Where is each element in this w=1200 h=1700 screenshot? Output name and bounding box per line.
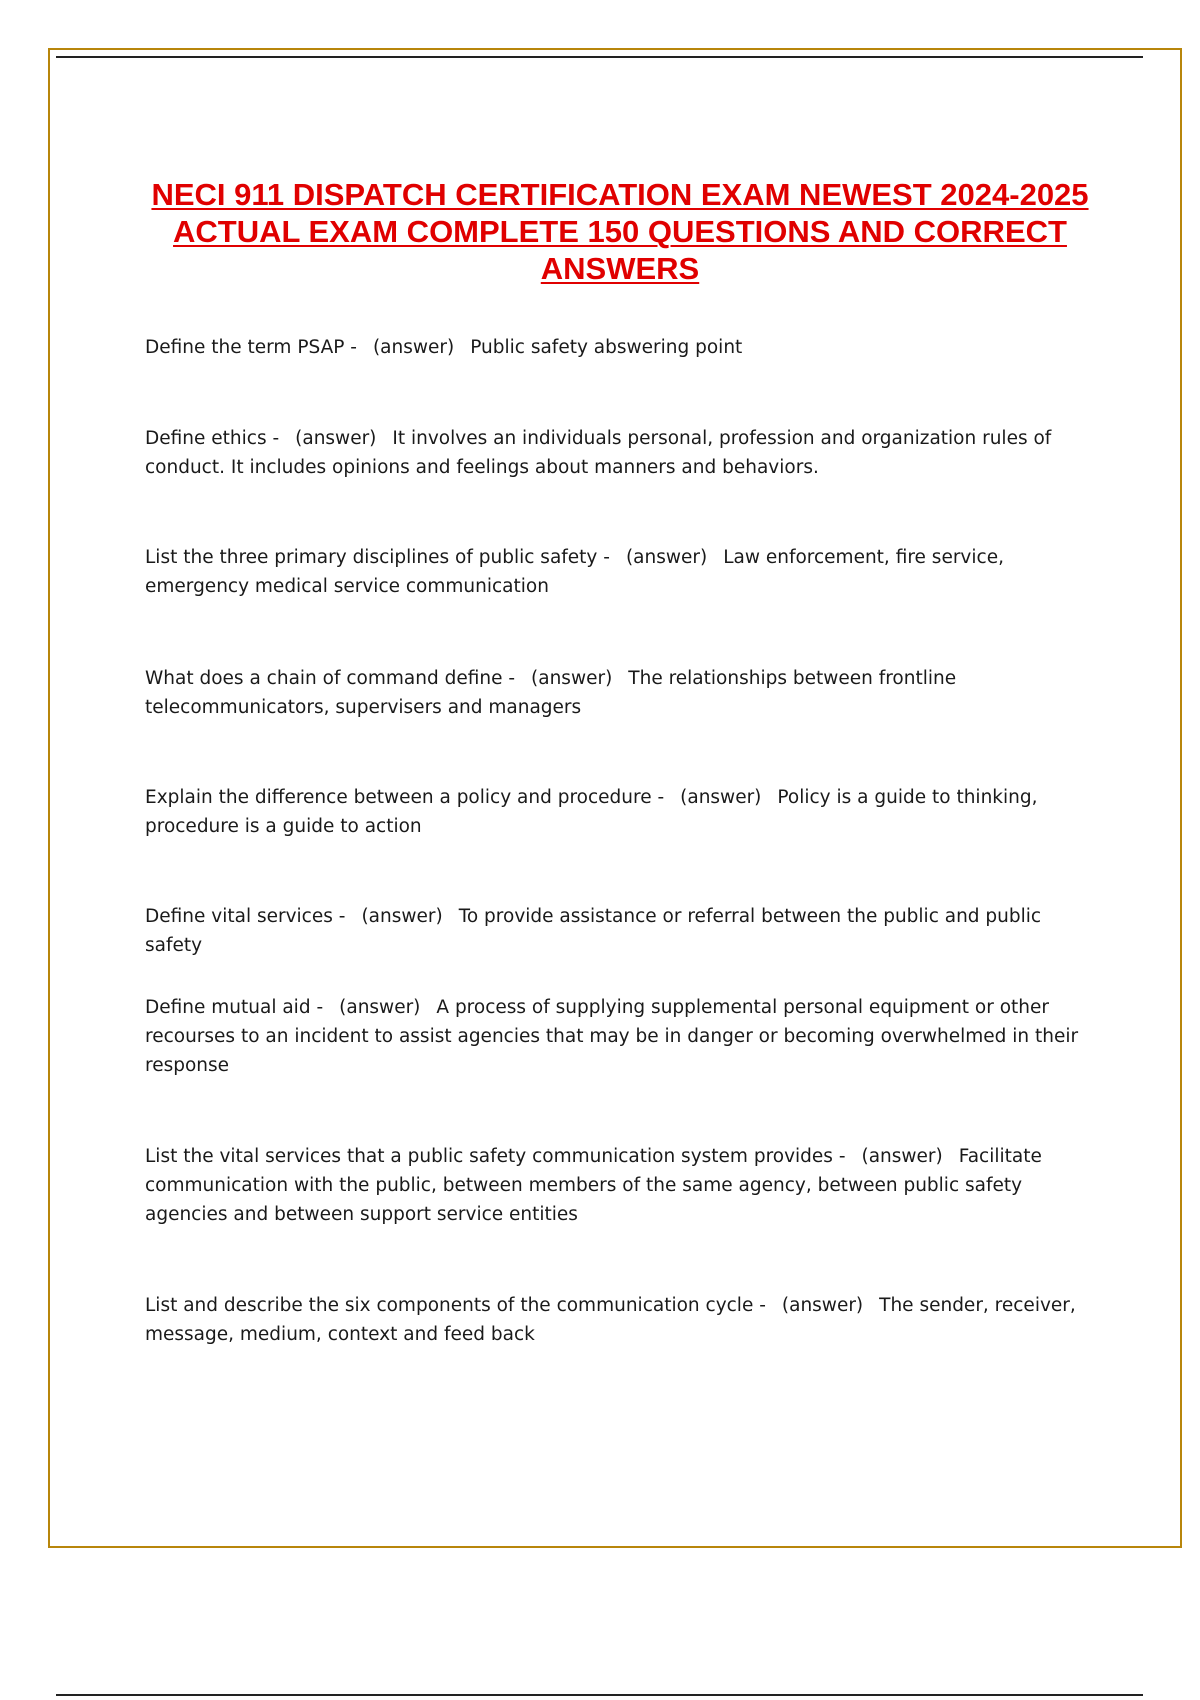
answer-tag: (answer) <box>372 337 455 358</box>
answer-tag: (answer) <box>531 668 613 689</box>
qa-item <box>145 424 1100 482</box>
answer-text: A process of supplying supplemental personal equipment or other recourses to an incident to assist agencies that may be in danger or becoming overwhelmed in their response <box>145 997 1079 1076</box>
top-rule <box>56 56 1143 58</box>
answer-text: The sender, receiver, message, medium, context and feed back <box>145 1295 1076 1345</box>
answer-text: It involves an individuals personal, profession and organization rules of conduct. It includes opinions and feelings about manners and behaviors. <box>145 428 1052 478</box>
answer-text: Policy is a guide to thinking, procedure is a guide to action <box>145 787 1038 837</box>
question-text: Define mutual aid - <box>145 997 324 1018</box>
qa-item <box>145 783 1100 841</box>
question-text: Define vital services - <box>145 906 346 927</box>
answer-tag: (answer) <box>781 1295 864 1316</box>
qa-item <box>145 1142 1100 1229</box>
question-text: List and describe the six components of the communication cycle - <box>145 1295 766 1316</box>
question-text: List the vital services that a public safety communication system provides - <box>145 1146 846 1167</box>
answer-tag: (answer) <box>861 1146 943 1167</box>
question-text: Define the term PSAP - <box>145 337 357 358</box>
answer-text: Law enforcement, fire service, emergency medical service communication <box>145 547 1004 597</box>
qa-item <box>145 1291 1100 1349</box>
qa-item <box>145 664 1100 722</box>
answer-text: The relationships between frontline telecommunicators, supervisers and managers <box>145 668 957 718</box>
question-text: Explain the difference between a policy and procedure - <box>145 787 665 808</box>
answer-tag: (answer) <box>361 906 443 927</box>
answer-text: Public safety abswering point <box>470 337 743 358</box>
bottom-rule <box>56 1694 1143 1696</box>
answer-text: To provide assistance or referral between the public and public safety <box>145 906 1042 956</box>
qa-item <box>145 543 1100 601</box>
question-text: Define ethics - <box>145 428 280 449</box>
answer-tag: (answer) <box>295 428 377 449</box>
document-title: NECI 911 DISPATCH CERTIFICATION EXAM NEWEST 2024-2025 ACTUAL EXAM COMPLETE 150 QUESTIONS AND CORRECT ANSWERS <box>151 177 1089 286</box>
answer-tag: (answer) <box>625 547 708 568</box>
question-text: List the three primary disciplines of public safety - <box>145 547 610 568</box>
answer-text: Facilitate communication with the public, between members of the same agency, between public safety agencies and between support service entities <box>145 1146 1042 1225</box>
question-text: What does a chain of command define - <box>145 668 516 689</box>
qa-item <box>145 902 1100 960</box>
answer-tag: (answer) <box>339 997 421 1018</box>
qa-item <box>145 333 1100 362</box>
qa-item <box>145 993 1100 1080</box>
answer-tag: (answer) <box>680 787 762 808</box>
